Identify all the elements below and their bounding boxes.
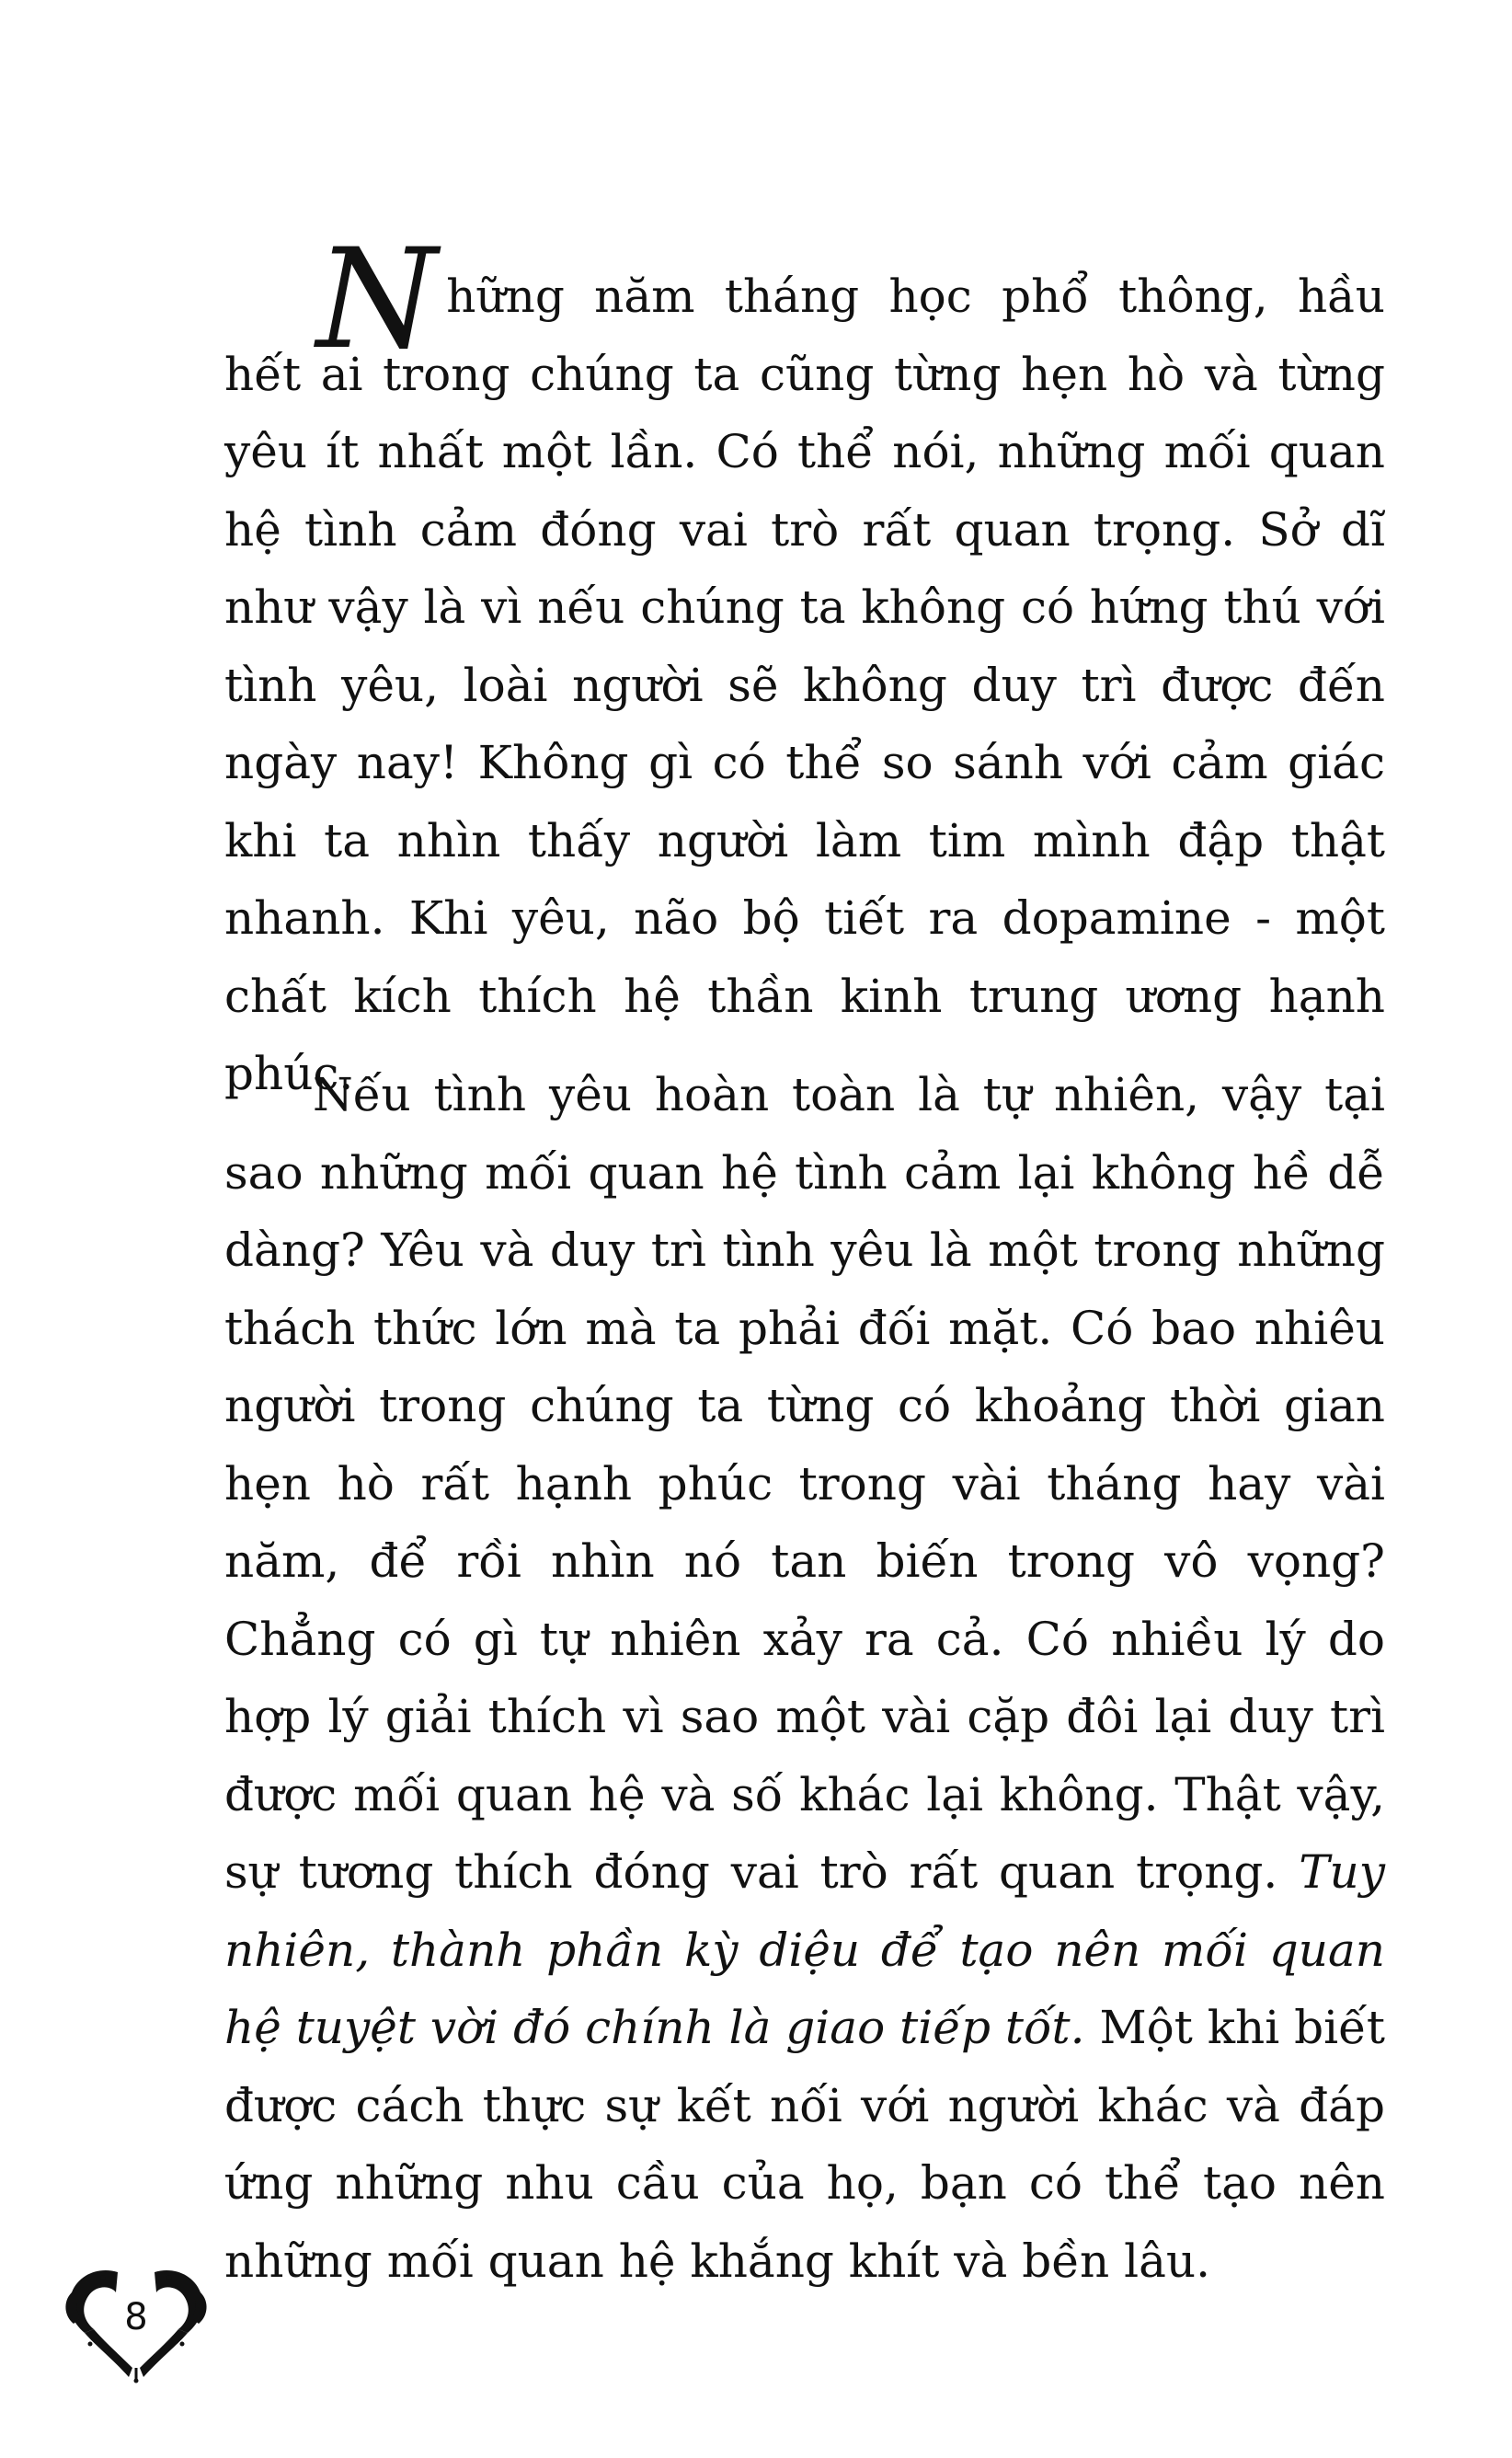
paragraph-2-text-before: Nếu tình yêu hoàn toàn là tự nhiên, vậy tại sao những mối quan hệ tình cảm lại không hề dễ dàng? Yêu và duy trì tình yêu là một trong những thách thức lớn mà ta phải đối mặt. Có bao nhiêu người trong chúng ta từng có khoảng thời gian hẹn hò rất hạnh phúc trong vài tháng hay vài năm, để rồi nhìn nó tan biến trong vô vọng? Chẳng có gì tự nhiên xảy ra cả. Có nhiều lý do hợp lý giải thích vì sao một vài cặp đôi lại duy trì được mối quan hệ và số khác lại không. Thật vậy, sự tương thích đóng vai trò rất quan trọng. xyxy=(224,1068,1385,1899)
paragraph-1-text: hững năm tháng học phổ thông, hầu hết ai trong chúng ta cũng từng hẹn hò và từng yêu ít nhất một lần. Có thể nói, những mối quan hệ tình cảm đóng vai trò rất quan trọng. Sở dĩ như vậy là vì nếu chúng ta không có hứng thú với tình yêu, loài người sẽ không duy trì được đến ngày nay! Không gì có thể so sánh với cảm giác khi ta nhìn thấy người làm tim mình đập thật nhanh. Khi yêu, não bộ tiết ra dopamine - một chất kích thích hệ thần kinh trung ương hạnh phúc. xyxy=(224,270,1385,1100)
drop-cap-letter: N xyxy=(316,220,436,380)
paragraph-2-italic-emphasis: Tuy nhiên, thành phần kỳ diệu để tạo nên mối quan hệ tuyệt vời đó chính là giao tiếp tốt. xyxy=(224,1845,1385,2054)
page-number: 8 xyxy=(124,2296,148,2338)
paragraph-2-text-after: Một khi biết được cách thực sự kết nối với người khác và đáp ứng những nhu cầu của họ, bạn có thể tạo nên những mối quan hệ khắng khít và bền lâu. xyxy=(224,2001,1385,2288)
paragraph-1 xyxy=(224,220,1385,1113)
paragraph-2 xyxy=(224,1056,1385,2300)
